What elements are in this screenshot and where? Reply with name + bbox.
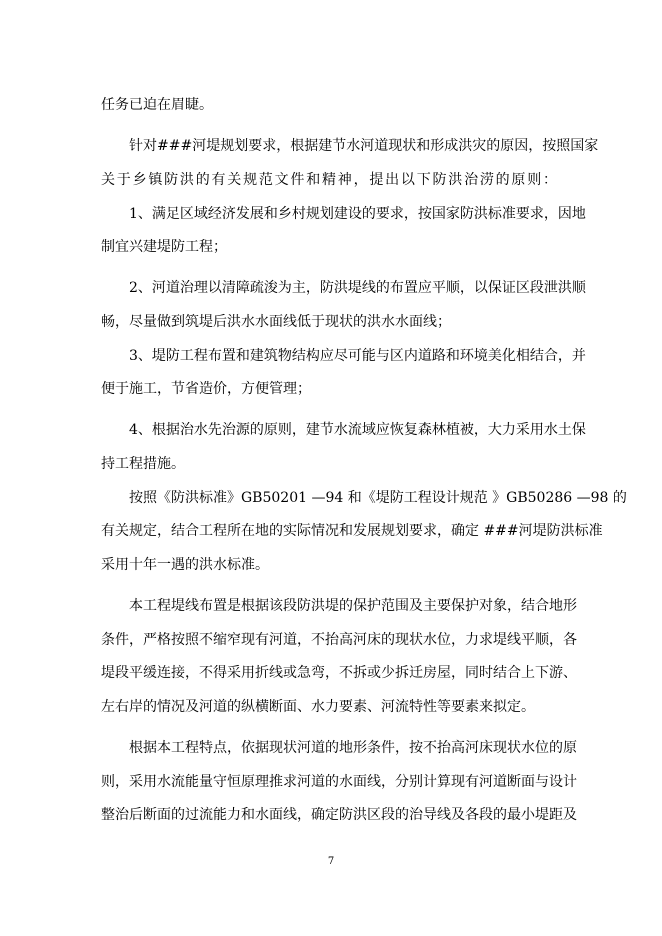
text-line: 根据本工程特点，依据现状河道的地形条件，按不抬高河床现状水位的原 — [129, 740, 577, 756]
text-line: 畅，尽量做到筑堤后洪水水面线低于现状的洪水水面线； — [101, 314, 451, 330]
text-line: 3、堤防工程布置和建筑物结构应尽可能与区内道路和环境美化相结合，并 — [129, 348, 586, 364]
text-line: 关于乡镇防洪的有关规范文件和精神，提出以下防洪治涝的原则： — [101, 172, 557, 188]
text-line: 堤段平缓连接，不得采用折线或急弯，不拆或少拆迁房屋，同时结合上下游、 — [101, 665, 577, 681]
text-line: 针对###河堤规划要求，根据建节水河道现状和形成洪灾的原因，按照国家 — [129, 138, 599, 154]
text-line: 整治后断面的过流能力和水面线，确定防洪区段的治导线及各段的最小堤距及 — [101, 807, 577, 823]
text-line: 左右岸的情况及河道的纵横断面、水力要素、河流特性等要素来拟定。 — [101, 699, 535, 715]
text-line: 有关规定，结合工程所在地的实际情况和发展规划要求，确定 ###河堤防洪标准 — [101, 523, 603, 539]
text-line: 按照《防洪标准》GB50201 —94 和《堤防工程设计规范 》GB50286 —98 的 — [129, 490, 627, 506]
text-line: 1、满足区域经济发展和乡村规划建设的要求，按国家防洪标准要求，因地 — [129, 206, 586, 222]
text-line: 条件，严格按照不缩窄现有河道，不抬高河床的现状水位，力求堤线平顺，各 — [101, 632, 577, 648]
text-line: 便于施工，节省造价，方便管理； — [101, 381, 311, 397]
text-line: 采用十年一遇的洪水标准。 — [101, 557, 269, 573]
text-line: 持工程措施。 — [101, 456, 185, 472]
text-line: 任务已迫在眉睫。 — [101, 97, 213, 113]
text-line: 本工程堤线布置是根据该段防洪堤的保护范围及主要保护对象，结合地形 — [129, 598, 577, 614]
text-line: 制宜兴建堤防工程； — [101, 239, 227, 255]
text-line: 则，采用水流能量守恒原理推求河道的水面线，分别计算现有河道断面与设计 — [101, 774, 577, 790]
text-line: 2、河道治理以清障疏浚为主，防洪堤线的布置应平顺，以保证区段泄洪顺 — [129, 280, 586, 296]
text-line: 4、根据治水先治源的原则，建节水流域应恢复森林植被，大力采用水土保 — [129, 422, 586, 438]
page-number: 7 — [327, 856, 335, 867]
